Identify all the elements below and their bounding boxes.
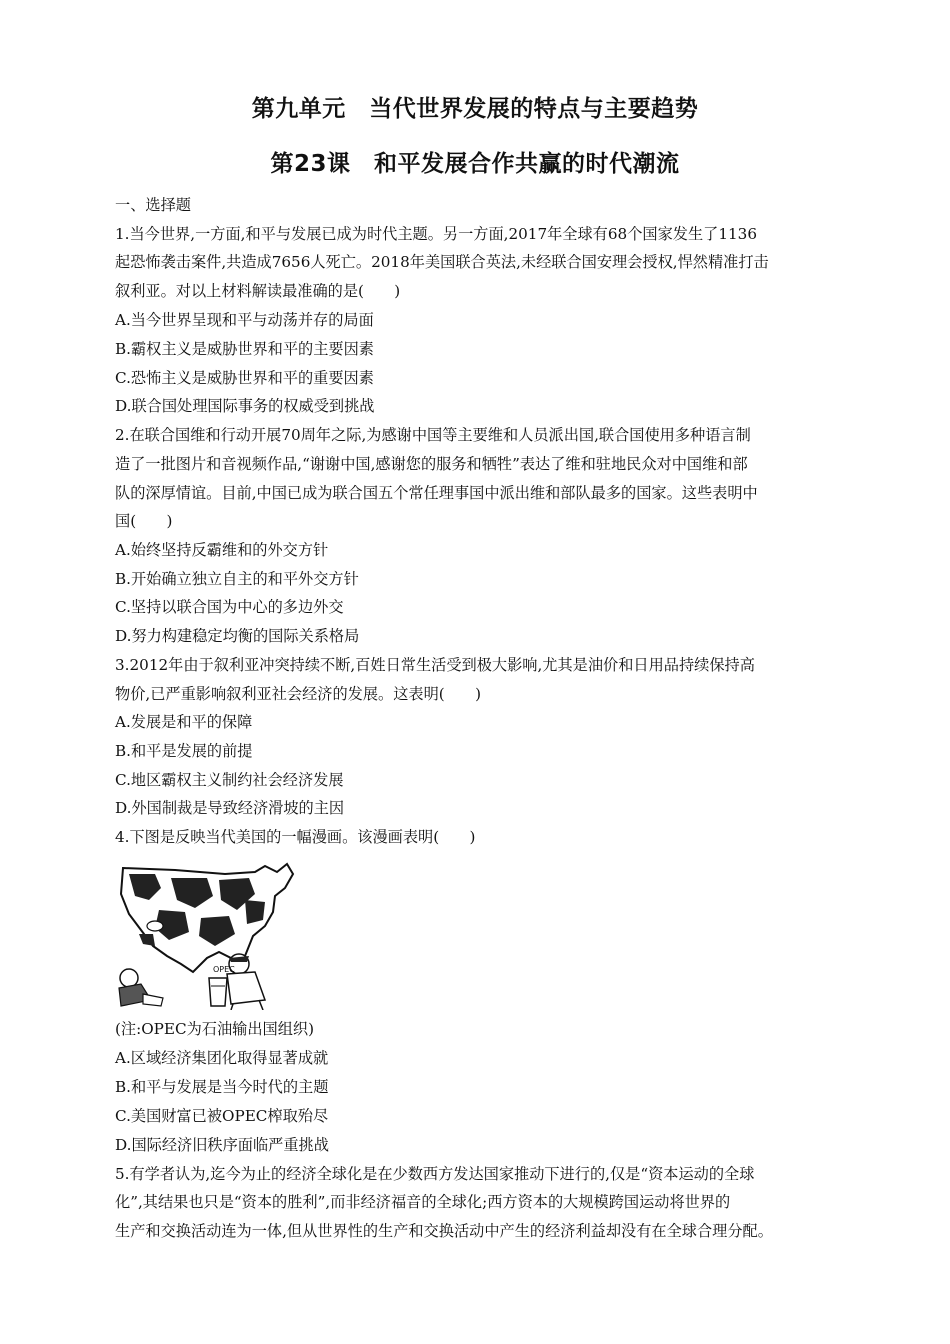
option-line: B.开始确立独立自主的和平外交方针 xyxy=(115,570,359,588)
option-line: D.外国制裁是导致经济滑坡的主因 xyxy=(115,799,345,817)
question-line: 生产和交换活动连为一体,但从世界性的生产和交换活动中产生的经济利益却没有在全球合理分配。 xyxy=(115,1222,773,1240)
question-line: 造了一批图片和音视频作品,“谢谢中国,感谢您的服务和牺牲”表达了维和驻地民众对中国维和部 xyxy=(115,455,748,473)
option-line: C.地区霸权主义制约社会经济发展 xyxy=(115,771,344,789)
note-line: (注:OPEC为石油输出国组织) xyxy=(115,1020,315,1038)
section-heading: 一、选择题 xyxy=(115,196,191,214)
option-line: C.坚持以联合国为中心的多边外交 xyxy=(115,598,344,616)
question-line: 叙利亚。对以上材料解读最准确的是( ) xyxy=(115,282,401,300)
option-line: A.区域经济集团化取得显著成就 xyxy=(115,1049,329,1067)
option-line: D.努力构建稳定均衡的国际关系格局 xyxy=(115,627,360,645)
question-line: 化”,其结果也只是“资本的胜利”,而非经济福音的全球化;西方资本的大规模跨国运动将世界的 xyxy=(115,1193,731,1211)
option-line: A.发展是和平的保障 xyxy=(115,713,253,731)
question-line: 3.2012年由于叙利亚冲突持续不断,百姓日常生活受到极大影响,尤其是油价和日用品持续保持高 xyxy=(115,656,755,674)
option-line: D.联合国处理国际事务的权威受到挑战 xyxy=(115,397,375,415)
question-line: 起恐怖袭击案件,共造成7656人死亡。2018年美国联合英法,未经联合国安理会授权,悍然精准打击 xyxy=(115,253,769,271)
cartoon-label: OPEC xyxy=(213,965,235,974)
question-line: 队的深厚情谊。目前,中国已成为联合国五个常任理事国中派出维和部队最多的国家。这些表明中 xyxy=(115,484,758,502)
option-line: A.始终坚持反霸维和的外交方针 xyxy=(115,541,329,559)
option-line: C.恐怖主义是威胁世界和平的重要因素 xyxy=(115,369,374,387)
usa-map-cartoon xyxy=(115,860,297,1010)
option-line: D.国际经济旧秩序面临严重挑战 xyxy=(115,1136,329,1154)
unit-title: 第九单元 当代世界发展的特点与主要趋势 xyxy=(251,96,699,122)
question-line: 4.下图是反映当代美国的一幅漫画。该漫画表明( ) xyxy=(115,828,476,846)
lesson-title: 第23课 和平发展合作共赢的时代潮流 xyxy=(270,151,680,177)
option-line: B.霸权主义是威胁世界和平的主要因素 xyxy=(115,340,374,358)
option-line: B.和平是发展的前提 xyxy=(115,742,253,760)
question-line: 1.当今世界,一方面,和平与发展已成为时代主题。另一方面,2017年全球有68个国家发生了1136 xyxy=(115,225,757,243)
question-line: 物价,已严重影响叙利亚社会经济的发展。这表明( ) xyxy=(115,685,481,703)
option-line: B.和平与发展是当今时代的主题 xyxy=(115,1078,329,1096)
option-line: C.美国财富已被OPEC榨取殆尽 xyxy=(115,1107,329,1125)
option-line: A.当今世界呈现和平与动荡并存的局面 xyxy=(115,311,374,329)
question-line: 2.在联合国维和行动开展70周年之际,为感谢中国等主要维和人员派出国,联合国使用多种语言制 xyxy=(115,426,751,444)
question-line: 5.有学者认为,迄今为止的经济全球化是在少数西方发达国家推动下进行的,仅是“资本运动的全球 xyxy=(115,1165,755,1183)
question-line: 国( ) xyxy=(115,512,173,530)
